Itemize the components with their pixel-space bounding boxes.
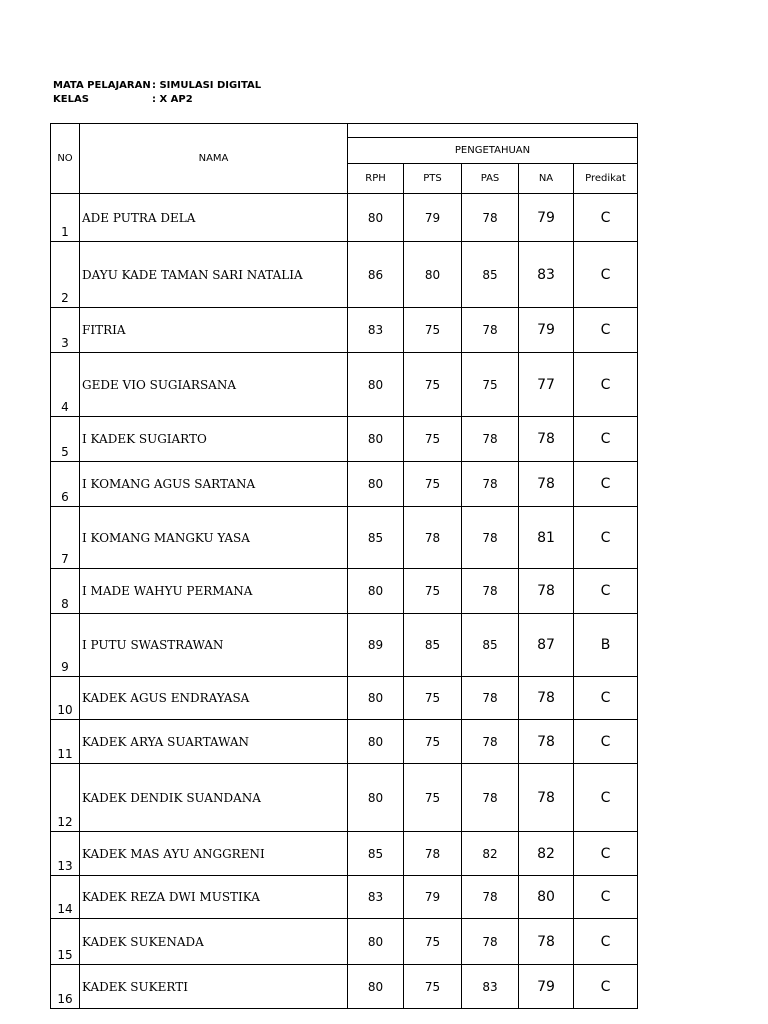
row-number: 9: [51, 614, 80, 677]
predikat-grade: C: [574, 462, 638, 507]
pts-score: 75: [404, 919, 462, 965]
student-name: KADEK ARYA SUARTAWAN: [80, 720, 348, 764]
table-row: [51, 876, 638, 919]
pas-score: 78: [462, 919, 519, 965]
pts-score: 79: [404, 194, 462, 242]
table-row: [51, 308, 638, 353]
table-row: [51, 507, 638, 569]
predikat-grade: C: [574, 308, 638, 353]
header-name: NAMA: [80, 124, 348, 194]
pas-score: 78: [462, 569, 519, 614]
predikat-grade: C: [574, 832, 638, 876]
pas-score: 85: [462, 614, 519, 677]
predikat-grade: C: [574, 965, 638, 1009]
na-score: 79: [519, 308, 574, 353]
na-score: 78: [519, 462, 574, 507]
na-score: 78: [519, 569, 574, 614]
student-name: I KOMANG MANGKU YASA: [80, 507, 348, 569]
class-label: KELAS: [53, 94, 89, 105]
pas-score: 75: [462, 353, 519, 417]
pts-score: 75: [404, 677, 462, 720]
student-name: DAYU KADE TAMAN SARI NATALIA: [80, 242, 348, 308]
pas-score: 83: [462, 965, 519, 1009]
predikat-grade: C: [574, 720, 638, 764]
pas-score: 78: [462, 308, 519, 353]
na-score: 81: [519, 507, 574, 569]
na-score: 78: [519, 677, 574, 720]
table-row: [51, 194, 638, 242]
rph-score: 80: [348, 965, 404, 1009]
rph-score: 80: [348, 194, 404, 242]
student-name: I PUTU SWASTRAWAN: [80, 614, 348, 677]
header-spacer: [348, 124, 638, 138]
header-rph: RPH: [348, 164, 404, 194]
student-name: KADEK DENDIK SUANDANA: [80, 764, 348, 832]
subject-label: MATA PELAJARAN: [53, 80, 151, 91]
class-line: [53, 94, 193, 106]
student-name: KADEK AGUS ENDRAYASA: [80, 677, 348, 720]
na-score: 79: [519, 194, 574, 242]
row-number: 3: [51, 308, 80, 353]
pas-score: 78: [462, 677, 519, 720]
pts-score: 75: [404, 353, 462, 417]
pts-score: 75: [404, 764, 462, 832]
pas-score: 78: [462, 507, 519, 569]
predikat-grade: B: [574, 614, 638, 677]
row-number: 5: [51, 417, 80, 462]
student-name: FITRIA: [80, 308, 348, 353]
row-number: 4: [51, 353, 80, 417]
student-name: GEDE VIO SUGIARSANA: [80, 353, 348, 417]
pts-score: 75: [404, 308, 462, 353]
na-score: 82: [519, 832, 574, 876]
header-predikat: Predikat: [574, 164, 638, 194]
row-number: 2: [51, 242, 80, 308]
pas-score: 78: [462, 720, 519, 764]
pas-score: 78: [462, 194, 519, 242]
table-row: [51, 569, 638, 614]
rph-score: 86: [348, 242, 404, 308]
predikat-grade: C: [574, 919, 638, 965]
na-score: 78: [519, 417, 574, 462]
predikat-grade: C: [574, 677, 638, 720]
pts-score: 75: [404, 417, 462, 462]
grades-table: [50, 123, 638, 1009]
header-pas: PAS: [462, 164, 519, 194]
rph-score: 85: [348, 507, 404, 569]
table-row: [51, 242, 638, 308]
row-number: 1: [51, 194, 80, 242]
na-score: 83: [519, 242, 574, 308]
predikat-grade: C: [574, 353, 638, 417]
rph-score: 80: [348, 764, 404, 832]
row-number: 16: [51, 965, 80, 1009]
row-number: 14: [51, 876, 80, 919]
rph-score: 80: [348, 720, 404, 764]
table-row: [51, 417, 638, 462]
na-score: 79: [519, 965, 574, 1009]
pts-score: 85: [404, 614, 462, 677]
na-score: 78: [519, 764, 574, 832]
student-name: KADEK SUKERTI: [80, 965, 348, 1009]
predikat-grade: C: [574, 569, 638, 614]
pas-score: 78: [462, 764, 519, 832]
na-score: 78: [519, 720, 574, 764]
student-name: I MADE WAHYU PERMANA: [80, 569, 348, 614]
rph-score: 89: [348, 614, 404, 677]
rph-score: 80: [348, 677, 404, 720]
rph-score: 80: [348, 353, 404, 417]
rph-score: 85: [348, 832, 404, 876]
pas-score: 82: [462, 832, 519, 876]
subject-line: [53, 80, 261, 92]
table-row: [51, 832, 638, 876]
table-row: [51, 919, 638, 965]
pas-score: 78: [462, 876, 519, 919]
header-no: NO: [51, 124, 80, 194]
rph-score: 83: [348, 876, 404, 919]
pts-score: 78: [404, 507, 462, 569]
na-score: 80: [519, 876, 574, 919]
table-row: [51, 677, 638, 720]
pas-score: 78: [462, 417, 519, 462]
student-name: ADE PUTRA DELA: [80, 194, 348, 242]
table-row: [51, 720, 638, 764]
row-number: 13: [51, 832, 80, 876]
row-number: 15: [51, 919, 80, 965]
rph-score: 80: [348, 919, 404, 965]
student-name: KADEK SUKENADA: [80, 919, 348, 965]
na-score: 78: [519, 919, 574, 965]
rph-score: 80: [348, 462, 404, 507]
predikat-grade: C: [574, 417, 638, 462]
row-number: 6: [51, 462, 80, 507]
pts-score: 75: [404, 965, 462, 1009]
pts-score: 78: [404, 832, 462, 876]
pts-score: 75: [404, 569, 462, 614]
predikat-grade: C: [574, 876, 638, 919]
na-score: 87: [519, 614, 574, 677]
pas-score: 78: [462, 462, 519, 507]
row-number: 7: [51, 507, 80, 569]
class-value: : X AP2: [152, 94, 193, 105]
table-row: [51, 353, 638, 417]
row-number: 8: [51, 569, 80, 614]
pts-score: 80: [404, 242, 462, 308]
na-score: 77: [519, 353, 574, 417]
table-row: [51, 614, 638, 677]
rph-score: 80: [348, 569, 404, 614]
pts-score: 75: [404, 720, 462, 764]
predikat-grade: C: [574, 764, 638, 832]
table-body: [51, 194, 638, 1009]
student-name: I KADEK SUGIARTO: [80, 417, 348, 462]
table-row: [51, 764, 638, 832]
subject-value: : SIMULASI DIGITAL: [152, 80, 262, 91]
student-name: KADEK REZA DWI MUSTIKA: [80, 876, 348, 919]
table-row: [51, 462, 638, 507]
student-name: I KOMANG AGUS SARTANA: [80, 462, 348, 507]
header-pts: PTS: [404, 164, 462, 194]
student-name: KADEK MAS AYU ANGGRENI: [80, 832, 348, 876]
row-number: 10: [51, 677, 80, 720]
header-na: NA: [519, 164, 574, 194]
pts-score: 79: [404, 876, 462, 919]
pas-score: 85: [462, 242, 519, 308]
row-number: 11: [51, 720, 80, 764]
rph-score: 80: [348, 417, 404, 462]
table-row: [51, 965, 638, 1009]
pts-score: 75: [404, 462, 462, 507]
rph-score: 83: [348, 308, 404, 353]
header-pengetahuan: PENGETAHUAN: [348, 138, 638, 164]
row-number: 12: [51, 764, 80, 832]
predikat-grade: C: [574, 194, 638, 242]
predikat-grade: C: [574, 242, 638, 308]
predikat-grade: C: [574, 507, 638, 569]
